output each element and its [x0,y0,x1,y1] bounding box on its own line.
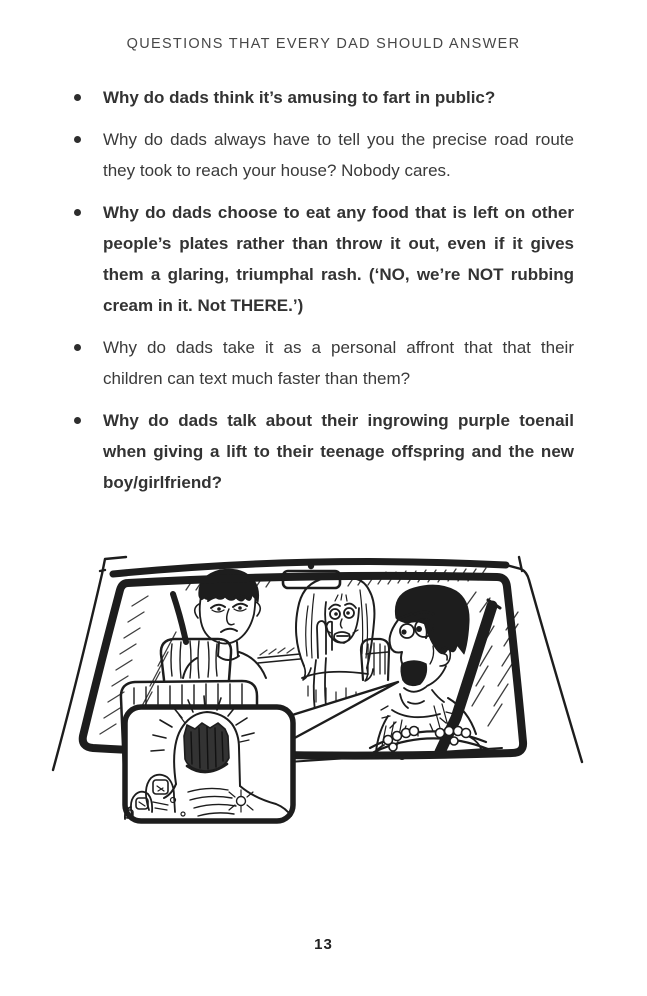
bullet-dot [74,94,81,101]
bullet-list [74,82,574,509]
bullet-text: Why do dads always have to tell you the precise road route they took to reach your house? Nobody cares. [103,130,574,180]
bullet-dot [74,344,81,351]
car-cartoon-illustration [36,546,596,856]
mother-hand [317,621,332,658]
page-number: 13 [314,936,333,953]
bullet-dot [74,417,81,424]
page-header: QUESTIONS THAT EVERY DAD SHOULD ANSWER [126,36,521,52]
callout-tail [289,682,398,741]
dad-hair [395,585,469,654]
bullet-text: Why do dads talk about their ingrowing purple toenail when giving a lift to their teenage offspring and the new boy/girlfriend? [103,411,574,492]
dad-mouth [401,661,426,685]
bullet-dot [74,136,81,143]
bullet-dot [74,209,81,216]
backseat-boy [183,569,266,678]
bullet-item [74,332,574,394]
bullet-text: Why do dads take it as a personal affront that that their children can text much faster than them? [103,338,574,388]
bullet-item [74,405,574,498]
bullet-item [74,82,574,113]
bullet-item [74,124,574,186]
bullet-text: Why do dads choose to eat any food that is left on other people’s plates rather than throw it out, even if it gives them a glaring, triumphal rash. (‘NO, we’re NOT rubbing cream in it. Not THERE.’) [103,203,574,315]
bullet-item [74,197,574,321]
bullet-text: Why do dads think it’s amusing to fart in public? [103,88,496,107]
toenail-callout [125,682,398,821]
